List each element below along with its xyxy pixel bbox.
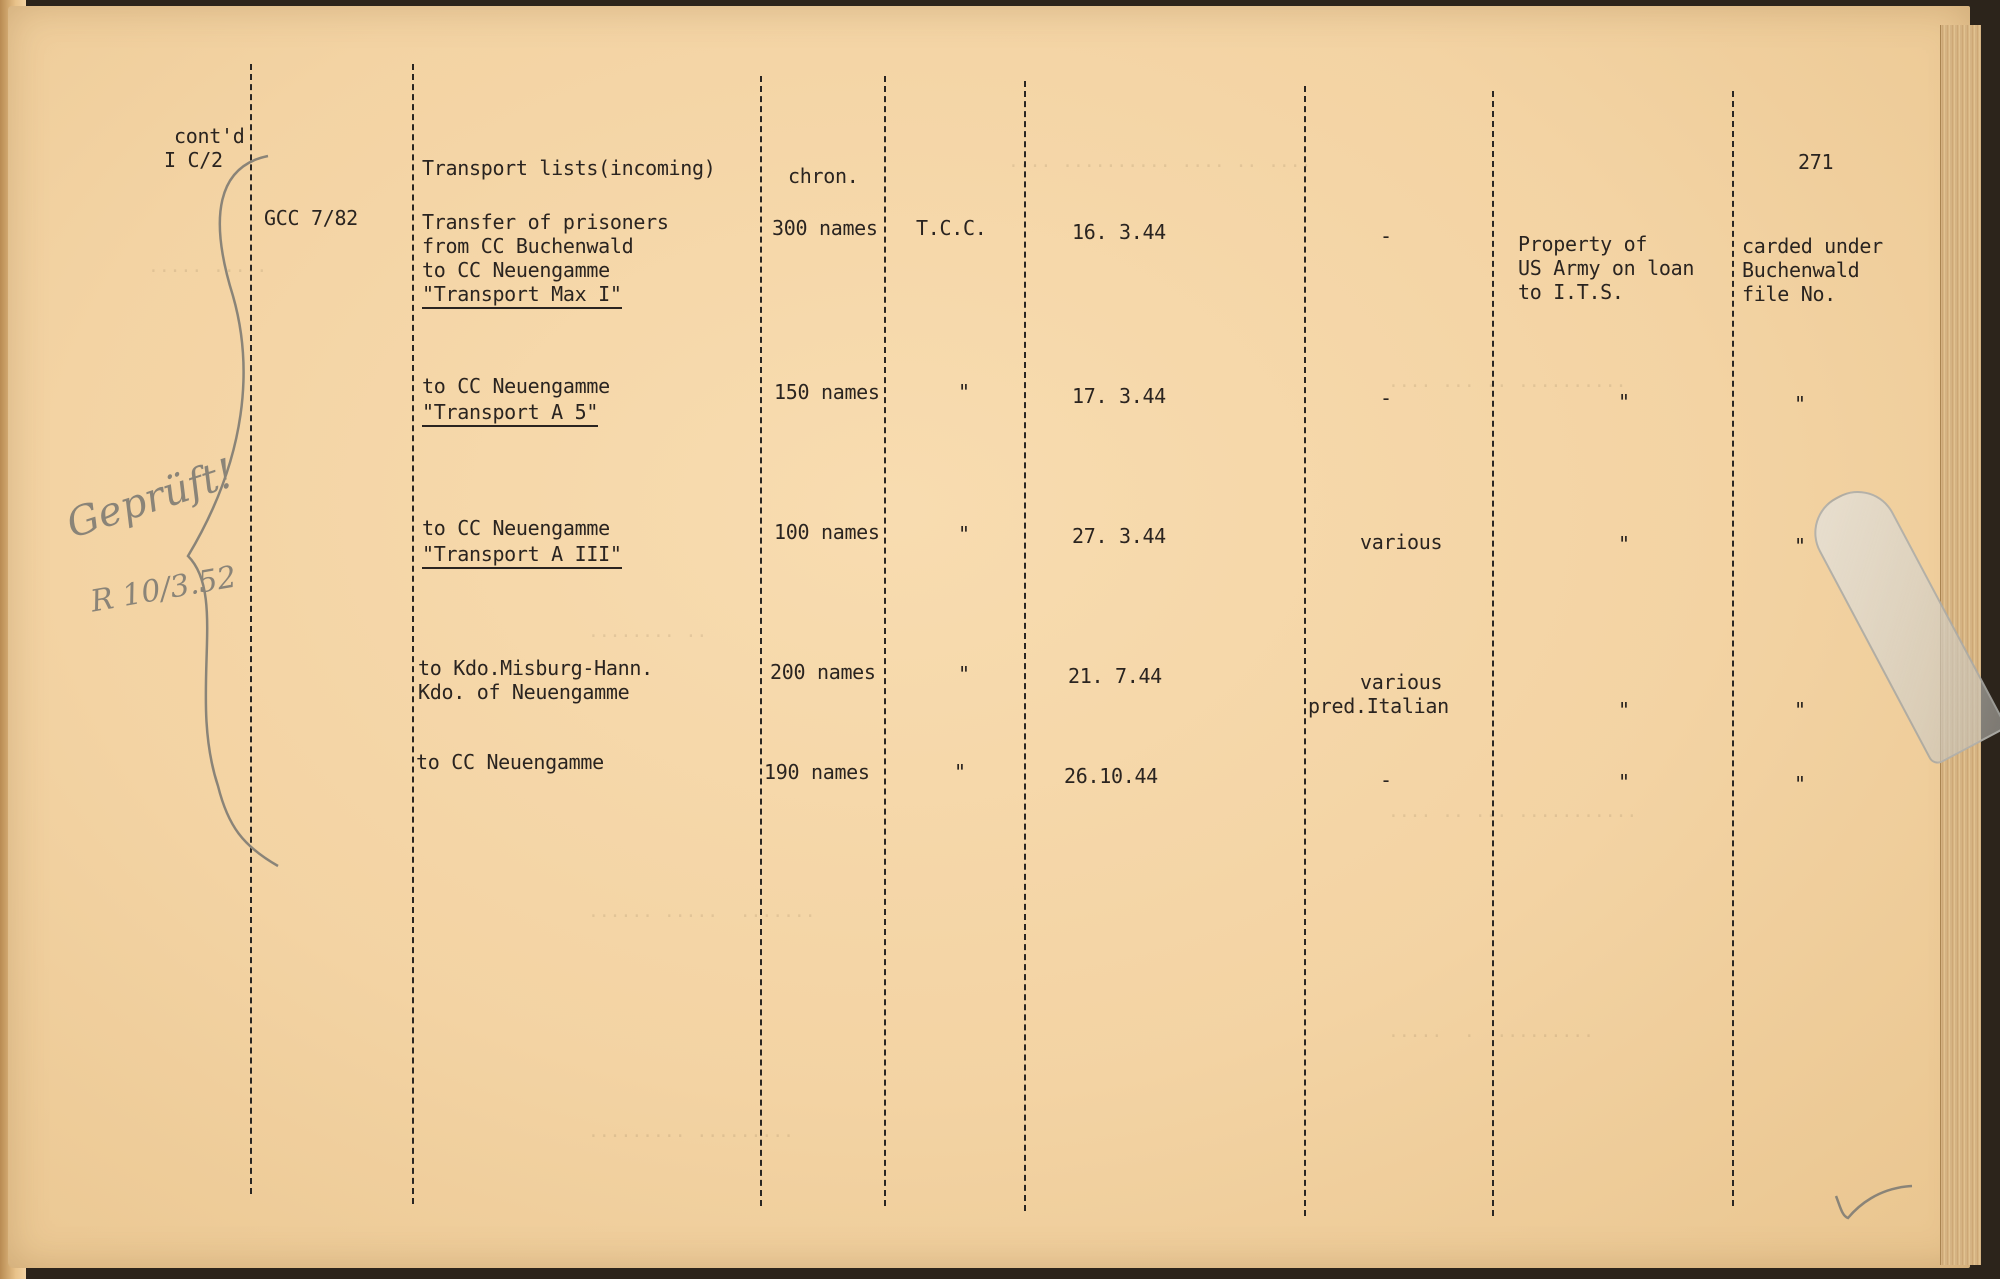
carding-ditto: " bbox=[1794, 698, 1806, 722]
row-date: 26.10.44 bbox=[1064, 764, 1158, 788]
row-count: 200 names bbox=[770, 660, 876, 684]
remarks-line: Property of bbox=[1518, 232, 1648, 256]
row-nationality: various bbox=[1360, 530, 1443, 554]
handwritten-checked-note: Geprüft! bbox=[61, 450, 240, 548]
bleed-through-text: ········· ········· bbox=[588, 1126, 794, 1147]
column-rule bbox=[760, 76, 762, 1206]
row-origin: " bbox=[954, 760, 966, 784]
remarks-ditto: " bbox=[1618, 390, 1630, 414]
row-count: 100 names bbox=[774, 520, 880, 544]
bleed-through-text: ···· ·· ··· ··········· bbox=[1388, 806, 1638, 827]
row-date: 21. 7.44 bbox=[1068, 664, 1162, 688]
carding-line: file No. bbox=[1742, 282, 1836, 306]
row-description-line: to CC Neuengamme bbox=[422, 258, 610, 282]
carding-line: Buchenwald bbox=[1742, 258, 1860, 282]
bleed-through-text: ········ ·· bbox=[588, 626, 708, 647]
carding-ditto: " bbox=[1794, 772, 1806, 796]
remarks-ditto: " bbox=[1618, 532, 1630, 556]
column-rule bbox=[1732, 91, 1734, 1206]
column-rule bbox=[884, 76, 886, 1206]
row-count: 300 names bbox=[772, 216, 878, 240]
bleed-through-text: ···· ··· ·· ·········· bbox=[1388, 376, 1627, 397]
collection-title: Transport lists(incoming) bbox=[422, 156, 716, 180]
check-mark-icon bbox=[1828, 1176, 1918, 1226]
carding-ditto: " bbox=[1794, 392, 1806, 416]
row-count: 150 names bbox=[774, 380, 880, 404]
column-rule bbox=[1492, 91, 1494, 1216]
row-origin: T.C.C. bbox=[916, 216, 987, 240]
row-date: 17. 3.44 bbox=[1072, 384, 1166, 408]
row-nationality-detail: pred.Italian bbox=[1308, 694, 1449, 718]
row-count: 190 names bbox=[764, 760, 870, 784]
bleed-through-text: ····· · ········· bbox=[1388, 1026, 1594, 1047]
transport-name: "Transport A III" bbox=[422, 542, 622, 569]
remarks-ditto: " bbox=[1618, 770, 1630, 794]
arrangement-label: chron. bbox=[788, 164, 859, 188]
carding-line: carded under bbox=[1742, 234, 1883, 258]
handwritten-initials: R 10/3.52 bbox=[88, 559, 240, 620]
page-number: 271 bbox=[1798, 150, 1834, 174]
row-origin: " bbox=[958, 380, 970, 404]
entry-code: GCC 7/82 bbox=[264, 206, 358, 230]
row-date: 27. 3.44 bbox=[1072, 524, 1166, 548]
row-nationality: - bbox=[1380, 768, 1392, 792]
row-nationality: various bbox=[1360, 670, 1443, 694]
row-description-line: to CC Neuengamme bbox=[416, 750, 604, 774]
row-description-line: to Kdo.Misburg-Hann. bbox=[418, 656, 653, 680]
row-description-line: from CC Buchenwald bbox=[422, 234, 634, 258]
row-origin: " bbox=[958, 662, 970, 686]
contd-label: cont'd bbox=[174, 124, 245, 148]
row-description-line: to CC Neuengamme bbox=[422, 374, 610, 398]
column-rule bbox=[412, 64, 414, 1204]
column-rule bbox=[1304, 86, 1306, 1216]
bleed-through-text: ····· ····· bbox=[148, 261, 268, 282]
remarks-line: US Army on loan bbox=[1518, 256, 1695, 280]
bleed-through-text: ···· ·········· ···· ·· ···· bbox=[1008, 156, 1312, 177]
carding-ditto: " bbox=[1794, 534, 1806, 558]
row-origin: " bbox=[958, 522, 970, 546]
column-rule bbox=[1024, 81, 1026, 1211]
ledger-sheet bbox=[8, 6, 1970, 1268]
row-description-line: Kdo. of Neuengamme bbox=[418, 680, 630, 704]
row-description-line: Transfer of prisoners bbox=[422, 210, 669, 234]
transport-name: "Transport A 5" bbox=[422, 400, 598, 427]
section-label: I C/2 bbox=[164, 148, 223, 172]
transport-name: "Transport Max I" bbox=[422, 282, 622, 309]
row-date: 16. 3.44 bbox=[1072, 220, 1166, 244]
bleed-through-text: ······ ····· ······· bbox=[588, 906, 816, 927]
remarks-line: to I.T.S. bbox=[1518, 280, 1624, 304]
row-description-line: to CC Neuengamme bbox=[422, 516, 610, 540]
row-nationality: - bbox=[1380, 224, 1392, 248]
remarks-ditto: " bbox=[1618, 698, 1630, 722]
row-nationality: - bbox=[1380, 386, 1392, 410]
